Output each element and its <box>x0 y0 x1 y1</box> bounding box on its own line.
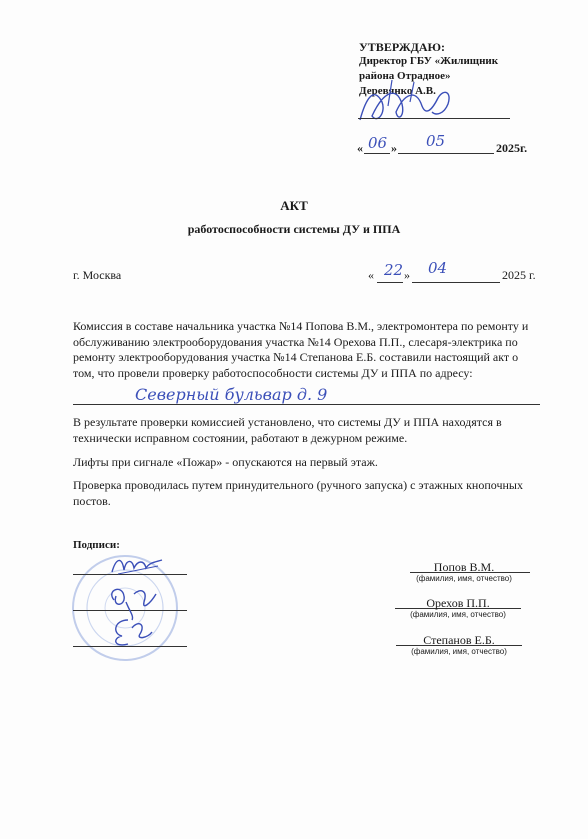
act-date-year: 2025 г. <box>502 268 536 282</box>
address-handwritten: Северный бульвар д. 9 <box>135 385 328 404</box>
approval-date-day: 06 <box>368 134 388 152</box>
result-line-2: технически исправном состоянии, работают в дежурном режиме. <box>73 430 408 445</box>
director-signature <box>352 76 472 136</box>
result-paragraph <box>73 415 502 446</box>
act-date-month: 04 <box>428 259 448 277</box>
method-line-2: постов. <box>73 493 111 508</box>
commission-line-3: ремонту электрооборудования участка №14 Степанова Е.Б. составили настоящий акт о <box>73 350 519 364</box>
stepanov-signature <box>108 614 154 650</box>
document-title: АКТ <box>280 198 308 213</box>
result-line-1: В результате проверки комиссией установлено, что системы ДУ и ППА находятся в <box>73 415 502 429</box>
approval-date-close: » <box>391 141 397 155</box>
act-date-day-line <box>377 282 403 283</box>
stepanov-name: Степанов Е.Б. <box>423 633 495 647</box>
document-subtitle: работоспособности системы ДУ и ППА <box>187 222 401 236</box>
stepanov-caption: (фамилия, имя, отчество) <box>411 647 507 656</box>
act-date-month-line <box>412 282 500 283</box>
method-line-1: Проверка проводилась путем принудительного (ручного запуска) с этажных кнопочных <box>73 478 523 492</box>
orekhov-name: Орехов П.П. <box>426 596 490 610</box>
act-date-close: » <box>404 268 410 282</box>
act-date-open: « <box>368 268 374 282</box>
orekhov-caption: (фамилия, имя, отчество) <box>410 610 506 619</box>
method-paragraph <box>73 478 523 509</box>
commission-paragraph <box>73 319 528 381</box>
popov-caption: (фамилия, имя, отчество) <box>416 574 512 583</box>
popov-signature <box>108 552 168 578</box>
approval-date-open: « <box>357 141 363 155</box>
approval-line-2: района Отрадное» <box>359 70 451 82</box>
address-line <box>73 404 540 405</box>
approval-date-month-line <box>398 153 494 154</box>
act-date-day: 22 <box>384 261 404 279</box>
signatures-heading: Подписи: <box>73 539 120 551</box>
approval-date-year: 2025г. <box>496 141 528 155</box>
approval-line-3: Деревянко А.В. <box>359 85 436 97</box>
commission-line-1: Комиссия в составе начальника участка №14 Попова В.М., электромонтера по ремонту и <box>73 319 529 333</box>
approval-line-1: Директор ГБУ «Жилищник <box>359 55 499 67</box>
approval-date-month: 05 <box>426 132 446 150</box>
approval-heading: УТВЕРЖДАЮ: <box>359 40 446 54</box>
commission-line-4: том, что провели проверку работоспособности системы ДУ и ППА по адресу: <box>73 365 473 380</box>
approval-date-day-line <box>364 153 390 154</box>
city: г. Москва <box>73 268 122 282</box>
elevator-line: Лифты при сигнале «Пожар» - опускаются на первый этаж. <box>73 455 378 469</box>
approval-signature-line <box>358 118 510 119</box>
commission-line-2: обслуживанию электрооборудования участка №14 Орехова П.П., слесаря-электрика по <box>73 334 518 349</box>
elevator-paragraph <box>73 455 378 471</box>
popov-name: Попов В.М. <box>433 560 495 574</box>
